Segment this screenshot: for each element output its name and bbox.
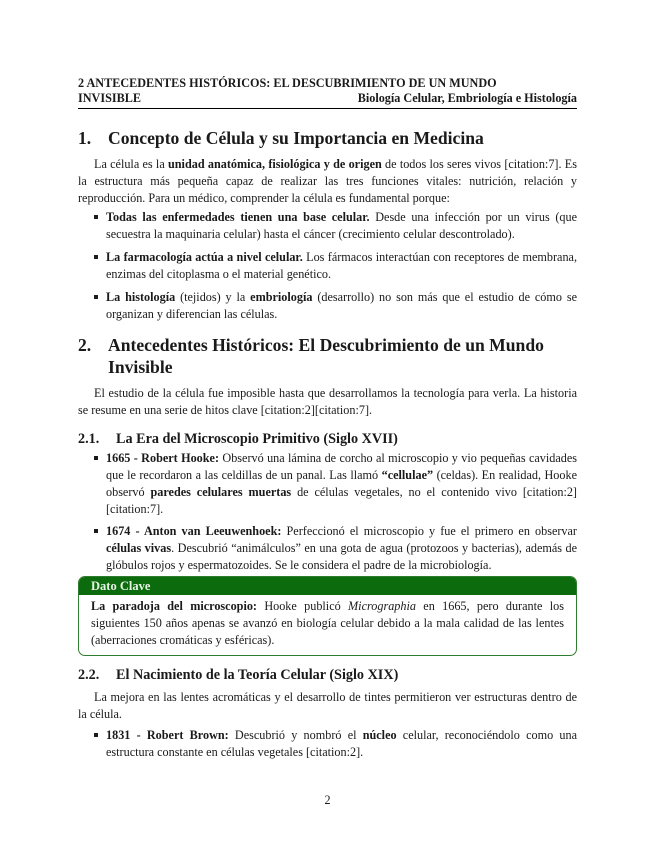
list-item: 1831 - Robert Brown: Descubrió y nombró el núcleo celular, reconociéndolo como una estructura constante en células vegetales [citation:2].	[92, 727, 577, 761]
list-item: Todas las enfermedades tienen una base celular. Desde una infección por un virus (que secuestra la maquinaria celular) hasta el cáncer (crecimiento celular descontrolado).	[92, 209, 577, 243]
emphasis: unidad anatómica, fisiológica y de origen	[168, 157, 382, 171]
list-item: 1674 - Anton van Leeuwenhoek: Perfeccionó el microscopio y fue el primero en observar células vivas. Descubrió “animálculos” en una gota de agua (protozoos y bacterias), además de glóbulos rojos y espermatozoides. Se le considera el padre de la microbiología.	[92, 523, 577, 574]
key-fact-callout	[78, 576, 577, 656]
bullet-icon	[94, 456, 98, 460]
section-title: Antecedentes Históricos: El Descubrimiento de un Mundo Invisible	[108, 335, 544, 377]
running-header-title-cont: INVISIBLE	[78, 91, 141, 105]
bullet-icon	[94, 529, 98, 533]
subsection-2-1-heading	[78, 430, 577, 448]
callout-title: Dato Clave	[79, 577, 576, 595]
page-number: 2	[324, 793, 331, 807]
section-number: 1.	[78, 128, 92, 148]
subsection-2-1-bullet-list	[92, 450, 577, 574]
subsection-number: 2.2.	[78, 667, 100, 683]
list-item: La farmacología actúa a nivel celular. Los fármacos interactúan con receptores de membrana, enzimas del citoplasma o el material genético.	[92, 249, 577, 283]
section-1-heading	[78, 127, 577, 149]
callout-body: La paradoja del microscopio: Hooke publicó Micrographia en 1665, pero durante los siguientes 150 años apenas se avanzó en biología celular debido a la mala calidad de las lentes (aberraciones cromáticas y esféricas).	[91, 599, 564, 647]
list-item: 1665 - Robert Hooke: Observó una lámina de corcho al microscopio y vio pequeñas cavidades que le recordaron a las celdillas de un panal. Las llamó “cellulae” (celdas). En realidad, Hooke observó paredes celulares muertas de células vegetales, no el contenido vivo [citation:2][citation:7].	[92, 450, 577, 518]
subsection-2-2-heading	[78, 666, 577, 684]
subsection-title: El Nacimiento de la Teoría Celular (Siglo XIX)	[116, 667, 399, 683]
section-1-intro: La célula es la unidad anatómica, fisiológica y de origen de todos los seres vivos [citation:7]. Es la estructura más pequeña capaz de realizar las tres funciones vitales: nutrición, relación y reproducción. Para un médico, comprender la célula es fundamental porque:	[78, 157, 577, 205]
bullet-icon	[94, 255, 98, 259]
running-header-title: 2 ANTECEDENTES HISTÓRICOS: EL DESCUBRIMIENTO DE UN MUNDO	[78, 76, 497, 90]
bullet-icon	[94, 215, 98, 219]
subsection-number: 2.1.	[78, 431, 100, 447]
section-1-bullet-list	[92, 209, 577, 323]
running-header-course: Biología Celular, Embriología e Histología	[357, 91, 577, 105]
section-2-intro: El estudio de la célula fue imposible hasta que desarrollamos la tecnología para verla. La historia se resume en una serie de hitos clave [citation:2][citation:7].	[78, 386, 577, 417]
subsection-2-2-intro: La mejora en las lentes acromáticas y el desarrollo de tintes permitieron ver estructuras dentro de la célula.	[78, 690, 577, 721]
section-2-heading	[78, 334, 577, 378]
bullet-icon	[94, 295, 98, 299]
section-title: Concepto de Célula y su Importancia en Medicina	[108, 128, 484, 148]
list-item: La histología (tejidos) y la embriología (desarrollo) no son más que el estudio de cómo se organizan y diferencian las células.	[92, 289, 577, 323]
running-header	[78, 76, 577, 106]
section-number: 2.	[78, 335, 92, 355]
header-rule	[78, 108, 577, 109]
bullet-icon	[94, 733, 98, 737]
subsection-title: La Era del Microscopio Primitivo (Siglo XVII)	[116, 431, 398, 447]
subsection-2-2-bullet-list	[92, 727, 577, 761]
